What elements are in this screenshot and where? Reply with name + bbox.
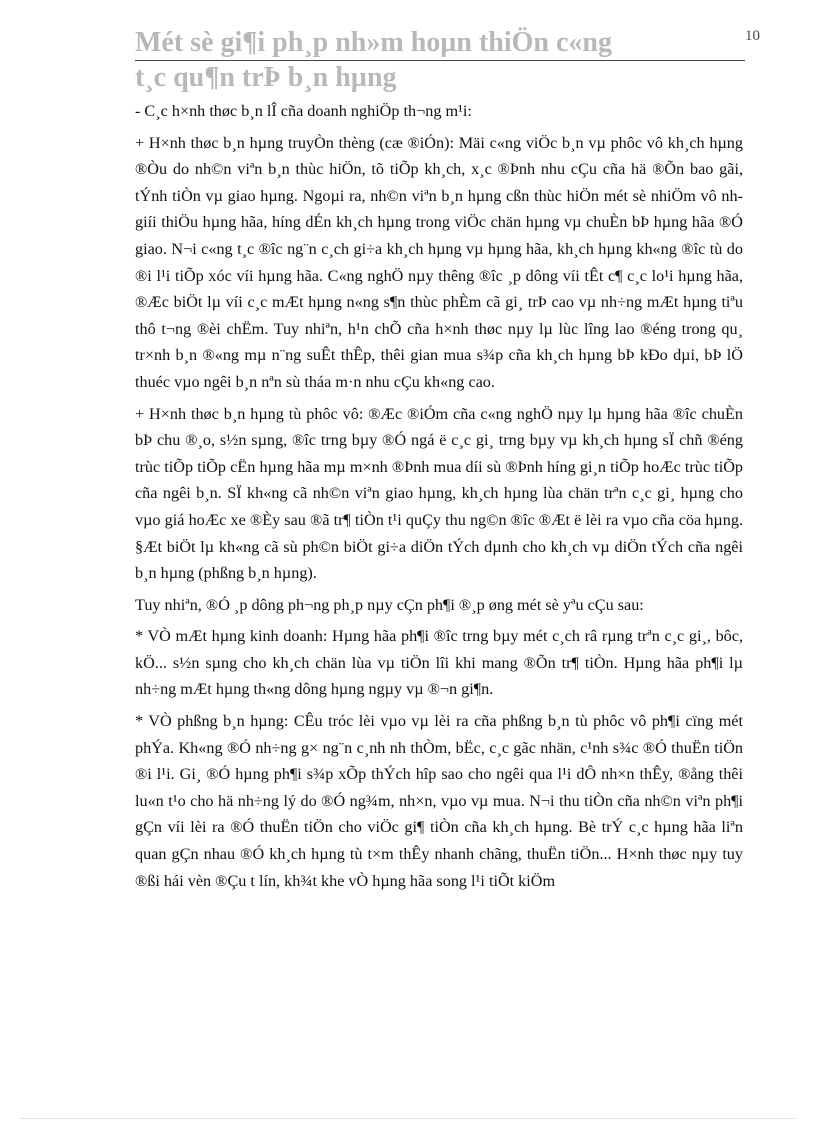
paragraph-sales-room-requirement: * VÒ phßng b¸n hµng: CÊu tróc lèi vµo vµ lèi ra cña phßng b¸n tù phôc vô ph¶i cïng mét phÝa. Kh«ng ®Ó nh÷ng g× ng¨n c¸nh nh thÒm, bËc, c¸c gãc nhän, c¹nh s¾c ®Ó thuËn tiÖn ®i l¹i. Gi¸ ®Ó hµng ph¶i s¾p xÕp thÝch hîp sao cho ngêi qua l¹i dÔ nh×n thÊy, ®ång thêi lu«n t¹o cho hä nh÷ng lý do ®Ó ng¾m, nh×n, vµo vµ mua. N¬i thu tiÒn cña nh©n viªn ph¶i gÇn víi lèi ra ®Ó thuËn tiÖn cho viÖc gi¶ tiÒn cña kh¸ch hµng. Bè trÝ c¸c hµng hãa liªn quan gÇn nhau ®Ó kh¸ch hµng tù t×m thÊy nhanh chãng, thuËn tiÖn... H×nh thøc nµy tuy ®ßi hái vèn ®Çu t lín, kh¾t khe vÒ hµng hãa song l¹i tiÕt kiÖm (135, 712, 743, 890)
heading-line-2: t¸c qu¶n trÞ b¸n hµng (135, 62, 397, 93)
section-heading (135, 26, 745, 95)
heading-line-1: Mét sè gi¶i ph¸p nh»m hoµn thiÖn c«ng (135, 26, 745, 61)
document-body (135, 98, 743, 899)
paragraph-retail-forms-intro: - C¸c h×nh thøc b¸n lÎ cña doanh nghiÖp th¬ng m¹i: (135, 102, 472, 120)
paragraph-merchandise-requirement: * VÒ mÆt hµng kinh doanh: Hµng hãa ph¶i ®îc trng bµy mét c¸ch râ rµng trªn c¸c gi¸, bôc, kÖ... s½n sµng cho kh¸ch chän lùa vµ tiÖn lîi khi mang ®Õn tr¶ tiÒn. Hµng hãa ph¶i lµ nh÷ng mÆt hµng th«ng dông hµng ngµy vµ ®¬n gi¶n. (135, 627, 743, 699)
page-number: 10 (745, 28, 760, 44)
paragraph-requirements-intro: Tuy nhiªn, ®Ó ¸p dông ph¬ng ph¸p nµy cÇn ph¶i ®¸p øng mét sè yªu cÇu sau: (135, 595, 644, 614)
paragraph-traditional-sales: + H×nh thøc b¸n hµng truyÒn thèng (cæ ®iÓn): Mäi c«ng viÖc b¸n vµ phôc vô kh¸ch hµng ®Òu do nh©n viªn b¸n thùc hiÖn, tõ tiÕp kh¸ch, x¸c ®Þnh nhu cÇu cña hä ®Õn bao gãi, tÝnh tiÒn vµ giao hµng. Ngoµi ra, nh©n viªn b¸n hµng cßn thùc hiÖn mét sè nhiÖm vô nh giíi thiÖu hµng hãa, híng dÉn kh¸ch hµng trong viÖc chän hµng vµ chuÈn bÞ hµng hãa ®Ó giao. N¬i c«ng t¸c ®îc ng¨n c¸ch gi÷a kh¸ch hµng vµ hµng hãa, kh¸ch hµng kh«ng ®îc tù do ®i l¹i tiÕp xóc víi hµng hãa. C«ng nghÖ nµy thêng ®îc ¸p dông víi tÊt c¶ c¸c lo¹i hµng hãa, ®Æc biÖt lµ víi c¸c mÆt hµng n«ng s¶n thùc phÈm cã gi¸ trÞ cao vµ nh÷ng mÆt hµng tiªu thô t¬ng ®èi chËm. Tuy nhiªn, h¹n chÕ cña h×nh thøc nµy lµ lùc lîng lao ®éng trong qu¸ tr×nh b¸n ®«ng mµ n¨ng suÊt thÊp, thêi gian mua s¾p cña kh¸ch hµng bÞ kÐo dµi, bÞ lÖ thuéc vµo ngêi b¸n nªn sù tháa m·n nhu cÇu kh«ng cao. (135, 133, 743, 391)
page-bottom-divider (20, 1118, 796, 1119)
paragraph-self-service-sales: + H×nh thøc b¸n hµng tù phôc vô: ®Æc ®iÓm cña c«ng nghÖ nµy lµ hµng hãa ®îc chuÈn bÞ chu ®¸o, s½n sµng, ®îc trng bµy ®Ó ngá ë c¸c gi¸ trng bµy vµ kh¸ch hµng sÏ chñ ®éng trùc tiÕp tiÕp cËn hµng hãa mµ m×nh ®Þnh mua díi sù ®Þnh híng gi¸n tiÕp hoÆc trùc tiÕp cña ngêi b¸n. SÏ kh«ng cã nh©n viªn giao hµng, kh¸ch hµng lùa chän trªn c¸c gi¸ hµng cho vµo giá hoÆc xe ®Èy sau ®ã tr¶ tiÒn t¹i quÇy thu ng©n ®îc ®Æt ë lèi ra vµo cña cöa hµng. §Æt biÖt lµ kh«ng cã sù ph©n biÖt gi÷a diÖn tÝch dµnh cho kh¸ch vµ diÖn tÝch cña ngêi b¸n hµng (phßng b¸n hµng). (135, 404, 743, 583)
